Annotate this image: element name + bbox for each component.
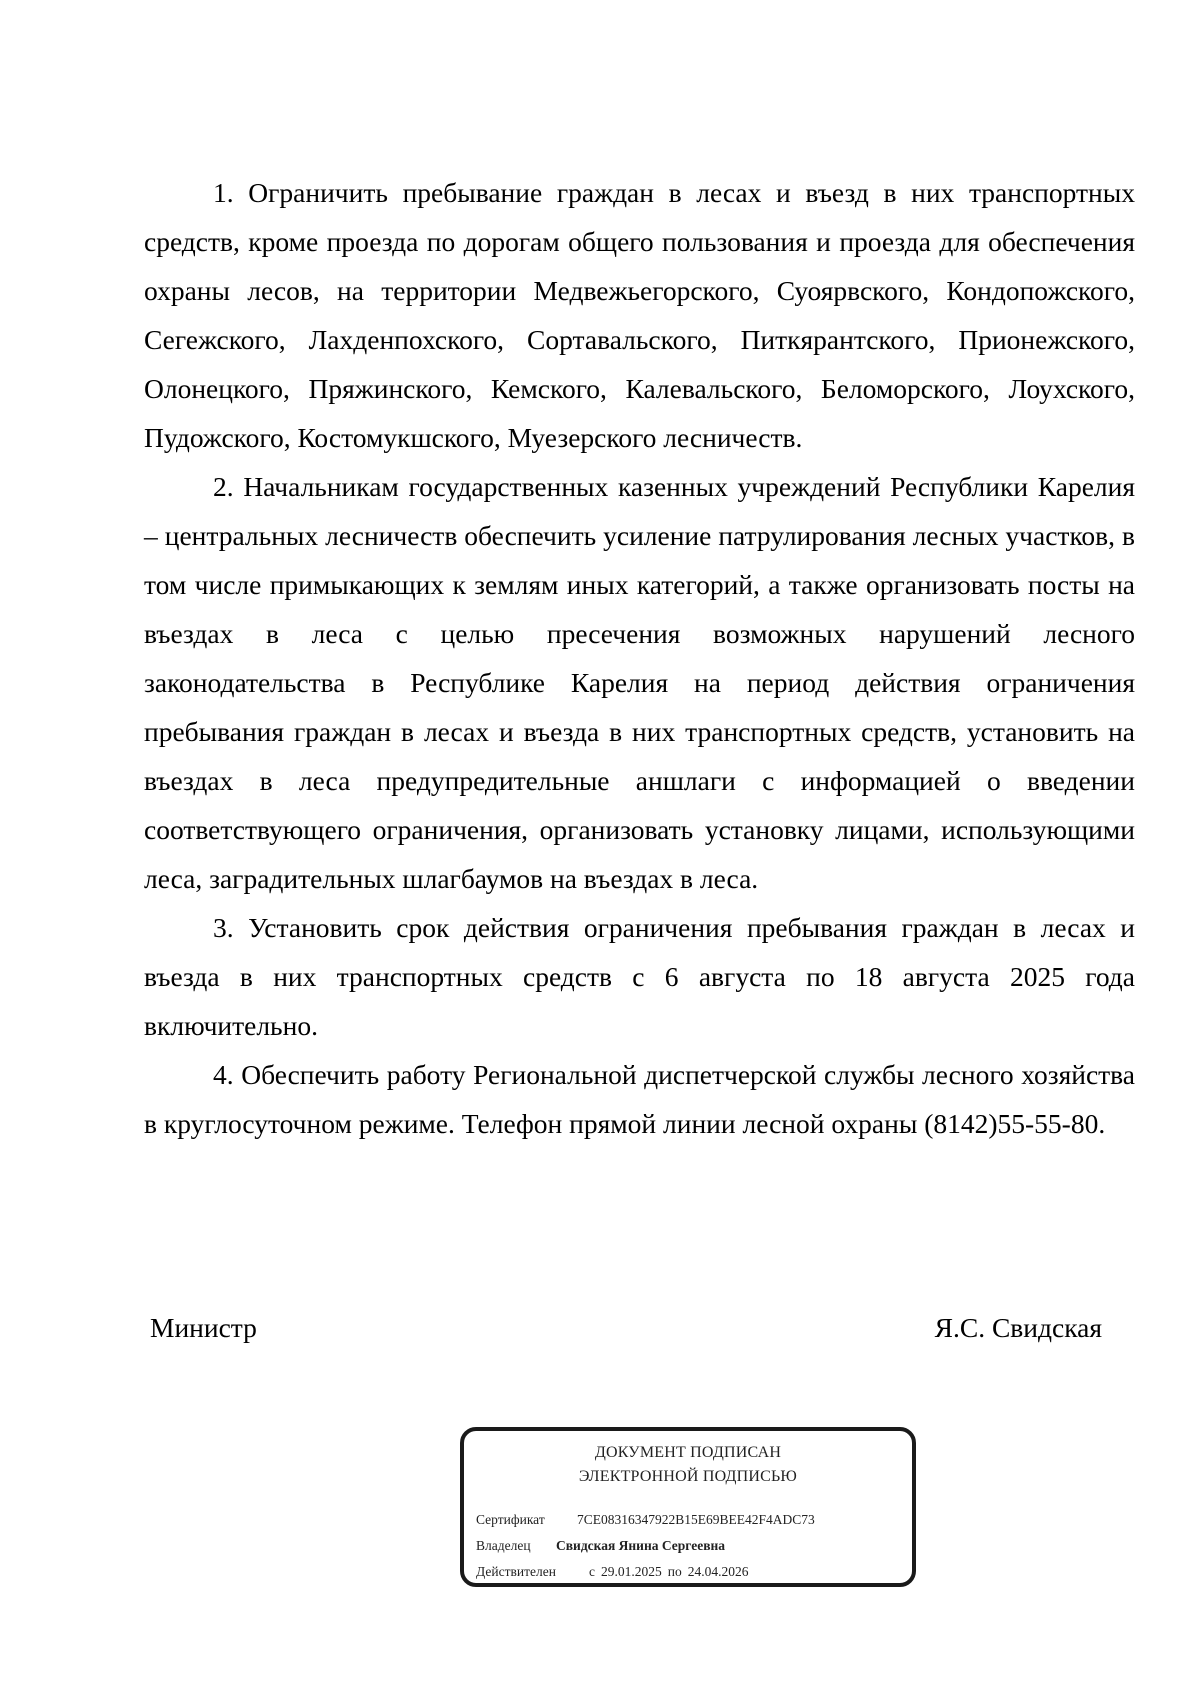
certificate-label: Сертификат [476,1512,545,1527]
stamp-heading [464,1441,912,1489]
paragraph-1: 1. Ограничить пребывание граждан в лесах и въезд в них транспортных средств, кроме проезда по дорогам общего пользования и проезда для обеспечения охраны лесов, на территории Медвежьегорского, Суоярвского, Кондопожского, Сегежского, Лахденпохского, Сортавальского, Питкярантского, Прионежского, Олонецкого, Пряжинского, Кемского, Калевальского, Беломорского, Лоухского, Пудожского, Костомукшского, Муезерского лесничеств. [144,177,1135,453]
stamp-heading-line-2: ЭЛЕКТРОННОЙ ПОДПИСЬЮ [578,1468,798,1485]
stamp-heading-line-1: ДОКУМЕНТ ПОДПИСАН [594,1444,782,1461]
validity-from-prefix: с [589,1564,595,1579]
stamp-certificate-row [476,1507,815,1533]
paragraph-3: 3. Установить срок действия ограничения пребывания граждан в лесах и въезда в них транспортных средств с 6 августа по 18 августа 2025 года включительно. [144,912,1135,1041]
validity-from-date: 29.01.2025 [601,1564,662,1579]
signature-block [150,1308,1102,1348]
signatory-position: Министр [150,1312,257,1343]
validity-to-prefix: по [667,1564,682,1579]
validity-label: Действителен [476,1564,556,1579]
electronic-signature-stamp [460,1427,916,1587]
owner-label: Владелец [476,1538,531,1553]
stamp-details [476,1507,815,1585]
certificate-value: 7CE08316347922B15E69BEE42F4ADC73 [577,1512,815,1527]
paragraph-2: 2. Начальникам государственных казенных учреждений Республики Карелия – центральных лесничеств обеспечить усиление патрулирования лесных участков, в том числе примыкающих к землям иных категорий, а также организовать посты на въездах в леса с целью пресечения возможных нарушений лесного законодательства в Республике Карелия на период действия ограничения пребывания граждан в лесах и въезда в них транспортных средств, установить на въездах в леса предупредительные аншлаги с информацией о введении соответствующего ограничения, организовать установку лицами, использующими леса, заградительных шлагбаумов на въездах в леса. [144,471,1135,894]
signatory-name: Я.С. Свидская [934,1312,1102,1343]
stamp-owner-row [476,1533,815,1559]
stamp-validity-row [476,1559,815,1585]
paragraph-4: 4. Обеспечить работу Региональной диспетчерской службы лесного хозяйства в круглосуточном режиме. Телефон прямой линии лесной охраны (8142)55-55-80. [144,1059,1135,1139]
validity-to-date: 24.04.2026 [687,1564,749,1579]
document-body [144,168,1135,1148]
owner-value: Свидская Янина Сергеевна [556,1538,726,1553]
